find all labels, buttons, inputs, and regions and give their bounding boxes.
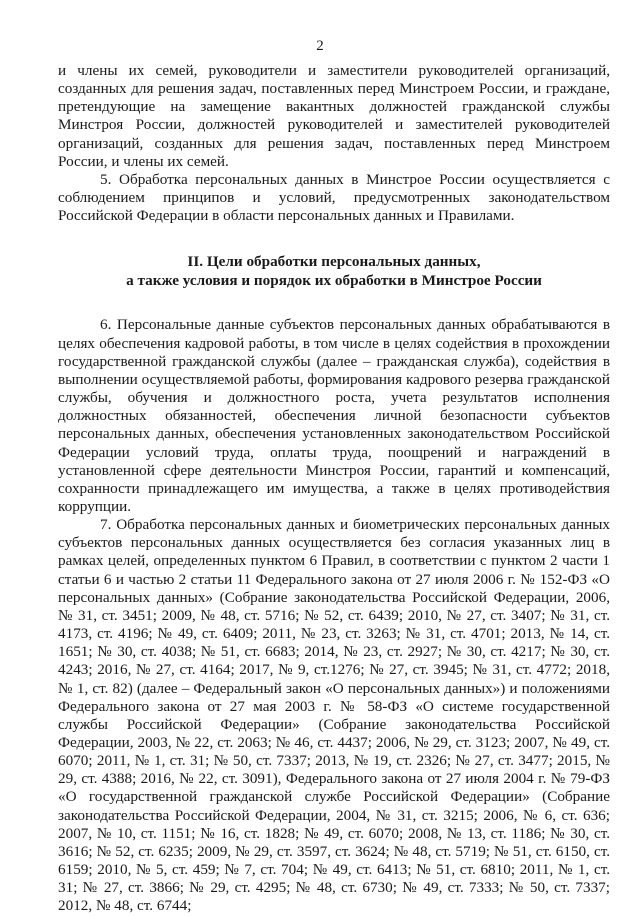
paragraph-continuation: и члены их семей, руководители и заместители руководителей организаций, созданных для решения задач, поставленных перед Минстроем России, и граждане, претендующие на замещение вакантных должностей гражданской службы Минстроя России, должностей руководителей и заместителей руководителей организаций, созданных для решения задач, поставленных перед Минстроем России, и члены их семей.: [58, 62, 610, 170]
paragraph-7: 7. Обработка персональных данных и биометрических персональных данных субъектов персональных данных осуществляется без согласия указанных лиц в рамках целей, определенных пунктом 6 Правил, в соответствии с пунктом 2 части 1 статьи 6 и частью 2 статьи 11 Федерального закона от 27 июля 2006 г. № 152-ФЗ «О персональных данных» (Собрание законодательства Российской Федерации, 2006, № 31, ст. 3451; 2009, № 48, ст. 5716; № 52, ст. 6439; 2010, № 27, ст. 3407; № 31, ст. 4173, ст. 4196; № 49, ст. 6409; 2011, № 23, ст. 3263; № 31, ст. 4701; 2013, № 14, ст. 1651; № 30, ст. 4038; № 51, ст. 6683; 2014, № 23, ст. 2927; № 30, ст. 4217; № 30, ст. 4243; 2016, № 27, ст. 4164; 2017, № 9, ст.1276; № 27, ст. 3945; № 31, ст. 4772; 2018, № 1, ст. 82) (далее – Федеральный закон «О персональных данных») и положениями Федерального закона от 27 мая 2003 г. № 58-ФЗ «О системе государственной службы Российской Федерации» (Собрание законодательства Российской Федерации, 2003, № 22, ст. 2063; № 46, ст. 4437; 2006, № 29, ст. 3123; 2007, № 49, ст. 6070; 2011, № 1, ст. 31; № 50, ст. 7337; 2013, № 19, ст. 2326; № 27, ст. 3477; 2015, № 29, ст. 4388; 2016, № 22, ст. 3091), Федерального закона от 27 июля 2004 г. № 79-ФЗ «О государственной гражданской службе Российской Федерации» (Собрание законодательства Российской Федерации, 2004, № 31, ст. 3215; 2006, № 6, ст. 636; 2007, № 10, ст. 1151; № 16, ст. 1828; № 49, ст. 6070; 2008, № 13, ст. 1186; № 30, ст. 3616; № 52, ст. 6235; 2009, № 29, ст. 3597, ст. 3624; № 48, ст. 5719; № 51, ст. 6150, ст. 6159; 2010, № 5, ст. 459; № 7, ст. 704; № 49, ст. 6413; № 51, ст. 6810; 2011, № 1, ст. 31; № 27, ст. 3866; № 29, ст. 4295; № 48, ст. 6730; № 49, ст. 7333; № 50, ст. 7337; 2012, № 48, ст. 6744;: [58, 516, 610, 915]
page-number: 2: [316, 38, 324, 54]
section-heading-line-1: II. Цели обработки персональных данных,: [187, 253, 481, 271]
section-heading-line-2: а также условия и порядок их обработки в Минстрое России: [126, 271, 542, 289]
paragraph-5: 5. Обработка персональных данных в Минстрое России осуществляется с соблюдением принципов и условий, предусмотренных законодательством Российской Федерации в области персональных данных и Правилами.: [58, 170, 610, 225]
section-heading: [58, 253, 610, 290]
paragraph-6: 6. Персональные данные субъектов персональных данных обрабатываются в целях обеспечения кадровой работы, в том числе в целях содействия в прохождении государственной гражданской службы (далее – гражданская служба), содействия в выполнении осуществляемой работы, формирования кадрового резерва гражданской службы, обучения и должностного роста, учета результатов исполнения должностных обязанностей, обеспечения личной безопасности субъектов персональных данных, обеспечения установленных законодательством Российской Федерации условий труда, оплаты труда, поощрений и награждений в установленной сфере деятельности Минстроя России, гарантий и компенсаций, сохранности принадлежащего им имущества, а также в целях противодействия коррупции.: [58, 316, 610, 515]
document-body: [58, 62, 610, 916]
